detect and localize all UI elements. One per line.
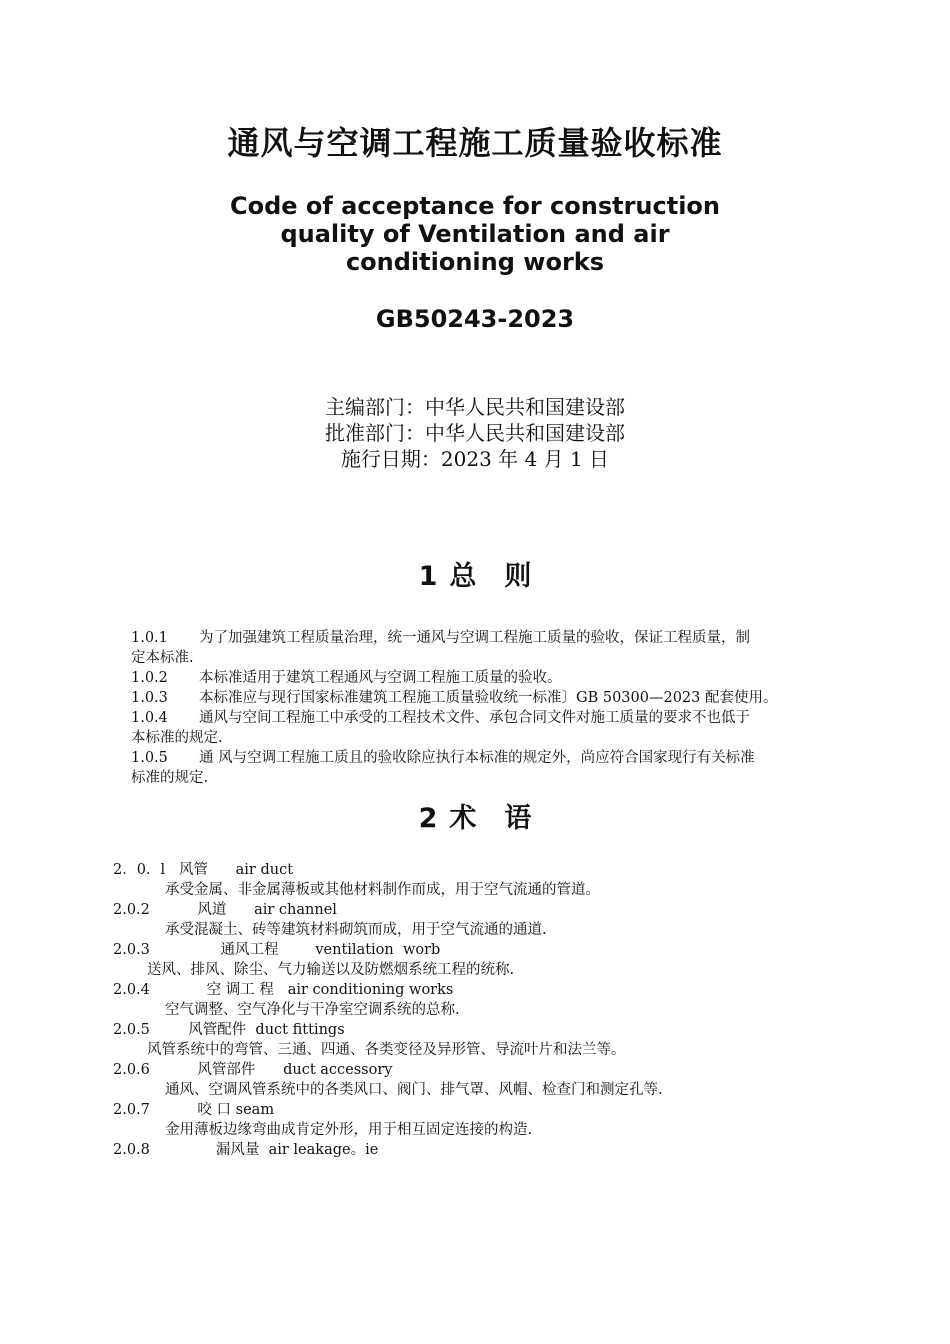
term-name: 风道 air channel — [179, 902, 337, 918]
term-name: 空 调工 程 air conditioning works — [179, 982, 454, 998]
chapter-1-title-b: 则 — [504, 561, 532, 592]
clause-number: 1.0.2 — [131, 670, 168, 686]
clause-item — [131, 628, 851, 668]
term-definition: 金用薄板边缘弯曲成肯定外形，用于相互固定连接的构造. — [165, 1122, 533, 1138]
title-english — [0, 192, 950, 276]
term-heading — [113, 1100, 853, 1120]
approver-line: 批准部门：中华人民共和国建设部 — [325, 421, 625, 445]
term-heading — [113, 940, 853, 960]
term-number: 2.0.5 — [113, 1022, 150, 1038]
title-english-line-2: quality of Ventilation and air — [280, 220, 670, 248]
term-definition: 送风、排风、除尘、气力输送以及防燃烟系统工程的统称. — [147, 962, 515, 978]
term-heading — [113, 1060, 853, 1080]
term-heading — [113, 1140, 853, 1160]
meta-block — [0, 394, 950, 472]
term-number: 2.0.8 — [113, 1142, 150, 1158]
term-number: 2．0．l — [113, 862, 166, 878]
term-name: 咬 口 seam — [179, 1102, 275, 1118]
clause-text-continued: 本标准的规定. — [131, 730, 223, 746]
term-number: 2.0.4 — [113, 982, 150, 998]
term-heading — [113, 900, 853, 920]
clause-item — [131, 748, 851, 788]
clause-text-continued: 定本标准. — [131, 650, 194, 666]
term-number: 2.0.6 — [113, 1062, 150, 1078]
clause-text: 本标准适用于建筑工程通风与空调工程施工质量的验收。 — [199, 670, 562, 686]
chapter-1-clauses — [131, 628, 851, 788]
clause-text: 为了加强建筑工程质量治理，统一通风与空调工程施工质量的验收，保证工程质量，制 — [199, 630, 750, 646]
chapter-2-terms — [113, 860, 853, 1160]
term-heading — [113, 860, 853, 880]
term-number: 2.0.7 — [113, 1102, 150, 1118]
title-english-line-3: conditioning works — [345, 248, 605, 276]
clause-item — [131, 688, 851, 708]
clause-text: 通 风与空调工程施工质且的验收除应执行本标准的规定外，尚应符合国家现行有关标准 — [199, 750, 755, 766]
term-name: 通风工程 ventilation worb — [179, 942, 441, 958]
term-name: 漏风量 air leakage。ie — [179, 1142, 379, 1158]
clause-text: 本标准应与现行国家标准建筑工程施工质量验收统一标准〕GB 50300—2023 配套使用。 — [199, 690, 778, 706]
editor-line: 主编部门：中华人民共和国建设部 — [325, 395, 625, 419]
term-heading — [113, 1020, 853, 1040]
chapter-2-title-a: 术 — [449, 803, 477, 834]
term-definition: 风管系统中的弯管、三通、四通、各类变径及异形管、导流叶片和法兰等。 — [147, 1042, 626, 1058]
chapter-1-number: 1 — [418, 561, 438, 592]
chapter-2-heading — [0, 796, 950, 835]
term-definition: 承受金属、非金属薄板或其他材料制作而成，用于空气流通的管道。 — [165, 882, 600, 898]
term-heading — [113, 980, 853, 1000]
clause-text-continued: 标准的规定. — [131, 770, 209, 786]
standard-code: GB50243-2023 — [375, 305, 575, 333]
term-number: 2.0.3 — [113, 942, 150, 958]
term-name: 风管 air duct — [179, 862, 294, 878]
clause-item — [131, 708, 851, 748]
chapter-1-heading — [0, 554, 950, 593]
chapter-2-number: 2 — [418, 803, 438, 834]
clause-number: 1.0.5 — [131, 750, 168, 766]
term-definition: 空气调整、空气净化与干净室空调系统的总称. — [165, 1002, 460, 1018]
clause-number: 1.0.3 — [131, 690, 168, 706]
term-definition: 承受混凝土、砖等建筑材料砌筑而成，用于空气流通的通道. — [165, 922, 547, 938]
chapter-2-title-b: 语 — [504, 803, 532, 834]
clause-text: 通风与空间工程施工中承受的工程技术文件、承包合同文件对施工质量的要求不也低于 — [199, 710, 750, 726]
term-name: 风管部件 duct accessory — [179, 1062, 393, 1078]
clause-item — [131, 668, 851, 688]
term-number: 2.0.2 — [113, 902, 150, 918]
chapter-1-title-a: 总 — [449, 561, 477, 592]
clause-number: 1.0.1 — [131, 630, 168, 646]
term-definition: 通风、空调风管系统中的各类风口、阀门、排气罩、风帽、检查门和测定孔等. — [165, 1082, 663, 1098]
term-name: 风管配件 duct fittings — [179, 1022, 345, 1038]
effective-date-line: 施行日期：2023 年 4 月 1 日 — [340, 447, 610, 471]
title-chinese: 通风与空调工程施工质量验收标准 — [227, 124, 723, 162]
title-english-line-1: Code of acceptance for construction — [229, 192, 721, 220]
clause-number: 1.0.4 — [131, 710, 168, 726]
